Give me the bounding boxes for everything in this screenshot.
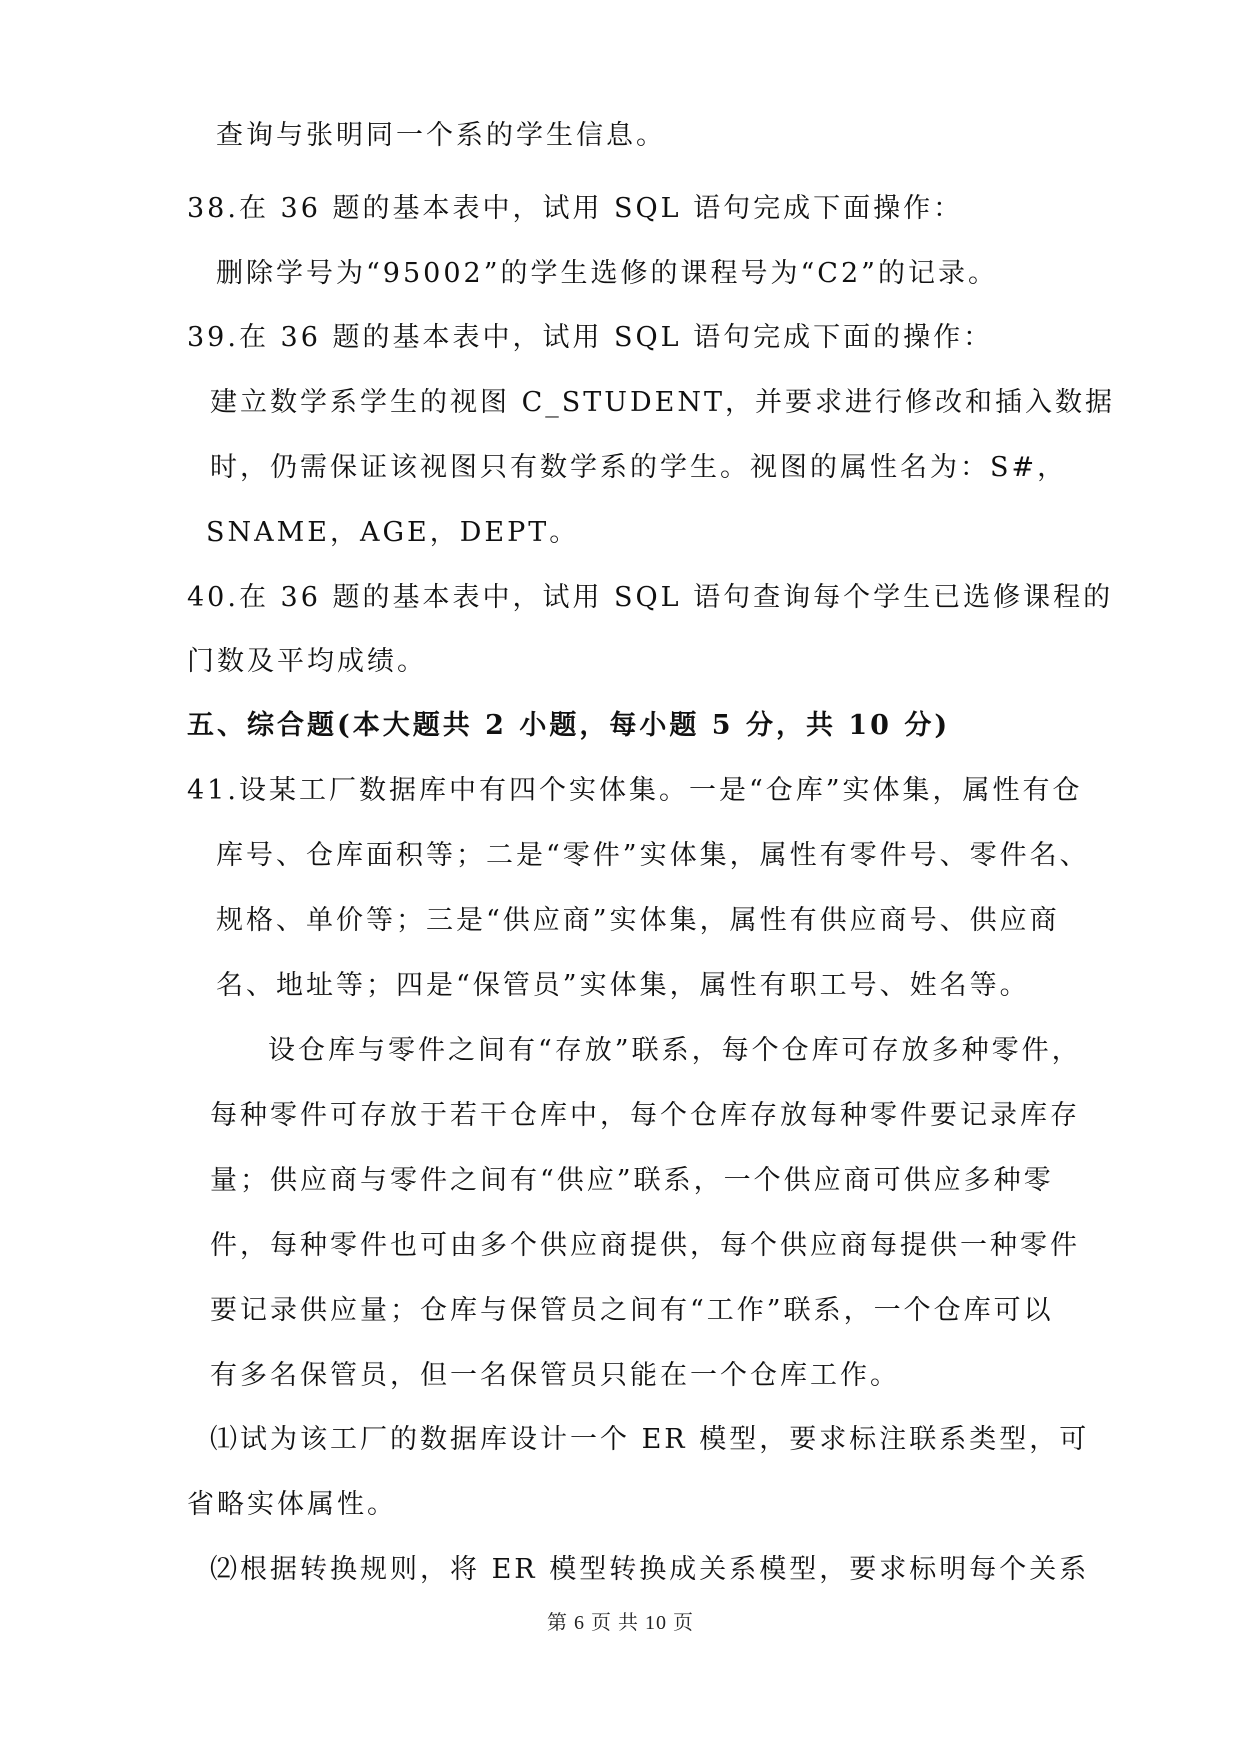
section-five-heading: 五、综合题(本大题共 2 小题，每小题 5 分，共 10 分) [187,710,951,741]
q39-body-line-2: 时，仍需保证该视图只有数学系的学生。视图的属性名为：S#， [210,452,1068,483]
q40-body: 门数及平均成绩。 [187,646,427,677]
q37-continuation: 查询与张明同一个系的学生信息。 [216,120,666,151]
q39-heading: 39.在 36 题的基本表中，试用 SQL 语句完成下面的操作： [187,322,994,353]
q41-paragraph-2-line-5: 要记录供应量；仓库与保管员之间有“工作”联系，一个仓库可以 [210,1295,1054,1326]
q40-heading: 40.在 36 题的基本表中，试用 SQL 语句查询每个学生已选修课程的 [187,582,1114,613]
q41-paragraph-2-line-4: 件，每种零件也可由多个供应商提供，每个供应商每提供一种零件 [210,1230,1080,1261]
q39-body-line-3: SNAME，AGE，DEPT。 [206,517,580,548]
q41-line-3: 规格、单价等；三是“供应商”实体集，属性有供应商号、供应商 [216,905,1060,936]
q41-paragraph-2-line-6: 有多名保管员，但一名保管员只能在一个仓库工作。 [210,1360,900,1391]
q41-line-4: 名、地址等；四是“保管员”实体集，属性有职工号、姓名等。 [216,970,1030,1001]
page-footer: 第 6 页 共 10 页 [547,1612,694,1634]
q38-body: 删除学号为“95002”的学生选修的课程号为“C2”的记录。 [216,258,998,289]
q41-paragraph-2-line-2: 每种零件可存放于若干仓库中，每个仓库存放每种零件要记录库存 [210,1100,1080,1131]
q41-line-2: 库号、仓库面积等；二是“零件”实体集，属性有零件号、零件名、 [216,840,1090,871]
q41-subquestion-1-line-2: 省略实体属性。 [187,1489,397,1520]
q41-subquestion-1-line-1: ⑴试为该工厂的数据库设计一个 ER 模型，要求标注联系类型，可 [210,1424,1090,1455]
q41-line-1: 41.设某工厂数据库中有四个实体集。一是“仓库”实体集，属性有仓 [187,775,1083,806]
q41-paragraph-2-line-3: 量；供应商与零件之间有“供应”联系，一个供应商可供应多种零 [210,1165,1054,1196]
q39-body-line-1: 建立数学系学生的视图 C_STUDENT，并要求进行修改和插入数据 [210,387,1115,418]
q41-paragraph-2-line-1: 设仓库与零件之间有“存放”联系，每个仓库可存放多种零件， [268,1035,1082,1066]
q38-heading: 38.在 36 题的基本表中，试用 SQL 语句完成下面操作： [187,193,964,224]
q41-subquestion-2-line-1: ⑵根据转换规则，将 ER 模型转换成关系模型，要求标明每个关系 [210,1554,1090,1585]
